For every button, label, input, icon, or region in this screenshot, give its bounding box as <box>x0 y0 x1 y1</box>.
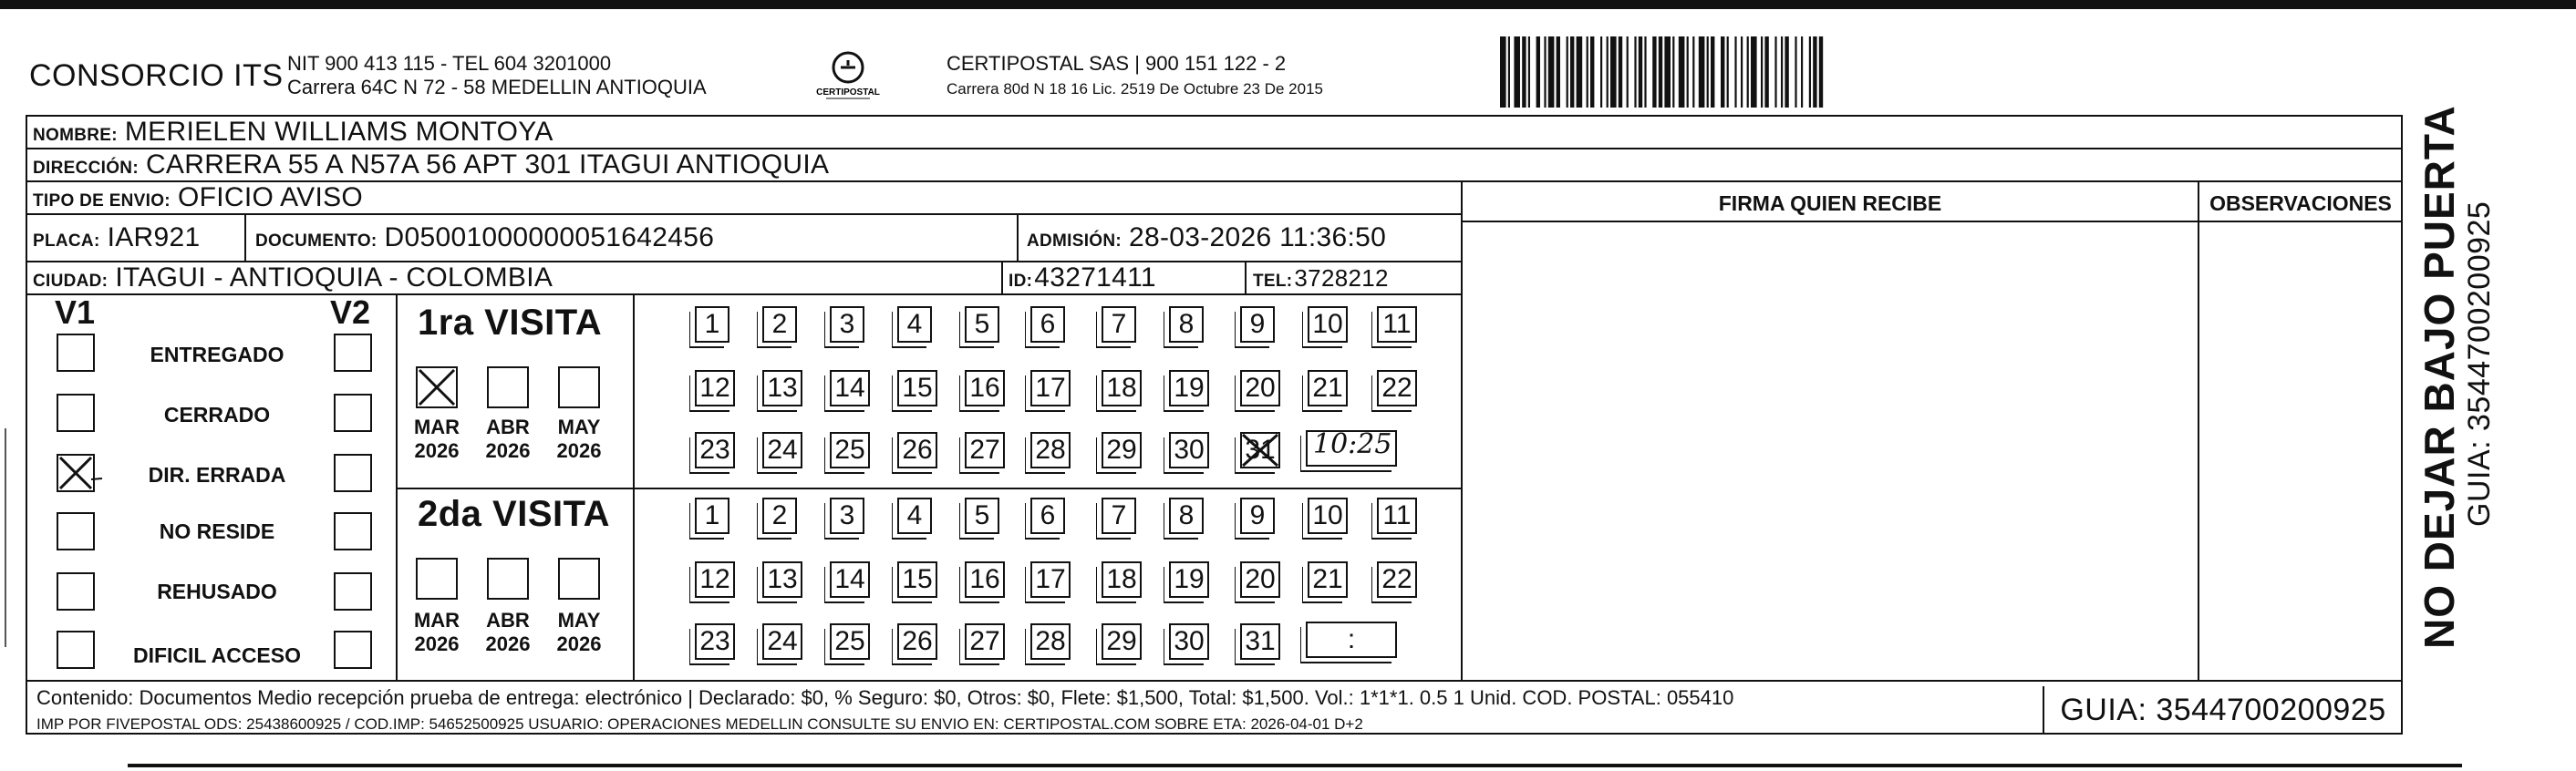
visit1-day-26-box[interactable] <box>897 432 937 468</box>
visit2-day-18-box[interactable] <box>1102 561 1142 598</box>
visit1-day-7-box[interactable] <box>1102 306 1136 343</box>
day-number: 10 <box>1312 500 1343 530</box>
visit-divider <box>396 488 1461 489</box>
signature-area[interactable] <box>1463 222 2198 680</box>
direccion-value: CARRERA 55 A N57A 56 APT 301 ITAGUI ANTIOQUIA <box>145 149 830 180</box>
visit1-day-31-box[interactable] <box>1240 432 1280 468</box>
visit1-day-10-box[interactable] <box>1308 306 1348 343</box>
day-number: 30 <box>1174 626 1205 656</box>
v2-dir-errada-checkbox[interactable] <box>334 454 372 492</box>
observations-area[interactable] <box>2199 222 2402 680</box>
v1-header: V1 <box>55 293 96 331</box>
visit1-abr-checkbox[interactable] <box>487 366 529 408</box>
visit1-day-18-box[interactable] <box>1102 370 1142 406</box>
v2-no-reside-checkbox[interactable] <box>334 512 372 550</box>
visit2-may-checkbox[interactable] <box>558 558 600 600</box>
day-number: 24 <box>767 626 798 656</box>
documento-value: D05001000000051642456 <box>384 222 715 252</box>
side-guia-number: GUIA: 3544700200925 <box>2462 200 2497 527</box>
visit1-day-30-box[interactable] <box>1169 432 1209 468</box>
v1-dir-errada-checkbox[interactable] <box>57 454 95 492</box>
visit2-day-19-box[interactable] <box>1169 561 1209 598</box>
day-number: 9 <box>1249 500 1266 530</box>
day-number: 5 <box>974 500 990 530</box>
v2-header: V2 <box>330 293 371 331</box>
ciudad-label: CIUDAD: <box>33 272 109 291</box>
visit1-day-2-box[interactable] <box>762 306 797 343</box>
check-mark-icon <box>1240 432 1280 468</box>
visit2-day-9-box[interactable] <box>1240 498 1275 534</box>
day-number: 11 <box>1382 309 1412 339</box>
direccion-label: DIRECCIÓN: <box>33 159 139 178</box>
day-number: 11 <box>1382 500 1412 530</box>
visit1-time-box[interactable] <box>1306 430 1397 467</box>
day-number: 4 <box>906 500 923 530</box>
check-mark-icon <box>57 454 95 492</box>
visit2-day-5-box[interactable] <box>965 498 999 534</box>
col-divider <box>1017 213 1019 261</box>
visit2-day-29-box[interactable] <box>1102 623 1142 660</box>
id-label: ID: <box>1009 272 1033 291</box>
visit2-day-3-box[interactable] <box>830 498 864 534</box>
day-number: 15 <box>902 564 933 594</box>
day-number: 24 <box>767 435 798 465</box>
visit1-day-3-box[interactable] <box>830 306 864 343</box>
day-number: 22 <box>1381 564 1412 594</box>
visit2-abr-checkbox[interactable] <box>487 558 529 600</box>
day-number: 8 <box>1178 500 1195 530</box>
status-label-rehusado: REHUSADO <box>157 580 277 603</box>
row-divider <box>26 293 1461 295</box>
day-number: 28 <box>1035 435 1066 465</box>
row-divider <box>26 213 1461 215</box>
visit2-day-21-box[interactable] <box>1308 561 1348 598</box>
visit2-day-23-box[interactable] <box>695 623 735 660</box>
day-number: 12 <box>699 373 730 403</box>
day-number: 19 <box>1174 564 1205 594</box>
visit2-day-31-box[interactable] <box>1240 623 1280 660</box>
day-number: 25 <box>834 626 865 656</box>
visit1-day-1-box[interactable] <box>695 306 729 343</box>
visit2-day-8-box[interactable] <box>1169 498 1204 534</box>
day-number: 29 <box>1106 435 1137 465</box>
visit1-day-17-box[interactable] <box>1030 370 1071 406</box>
visit2-day-7-box[interactable] <box>1102 498 1136 534</box>
status-label-entregado: ENTREGADO <box>150 343 284 366</box>
day-number: 26 <box>902 626 933 656</box>
visit2-may-label: MAY 2026 <box>556 609 602 655</box>
visit1-day-29-box[interactable] <box>1102 432 1142 468</box>
admision-label: ADMISIÓN: <box>1027 231 1122 251</box>
visit1-time-value: 10:25 <box>1313 428 1392 460</box>
day-number: 29 <box>1106 626 1137 656</box>
day-number: 7 <box>1111 500 1127 530</box>
v2-dificil-acceso-checkbox[interactable] <box>334 631 372 669</box>
day-number: 23 <box>699 626 730 656</box>
visit2-day-11-box[interactable] <box>1377 498 1417 534</box>
visit2-day-22-box[interactable] <box>1377 561 1417 598</box>
visit1-day-14-box[interactable] <box>830 370 870 406</box>
id-cell <box>1009 262 1156 293</box>
day-number: 1 <box>704 500 720 530</box>
visit2-day-4-box[interactable] <box>897 498 932 534</box>
visit2-day-17-box[interactable] <box>1030 561 1071 598</box>
svg-text:CERTIPOSTAL: CERTIPOSTAL <box>816 87 880 98</box>
day-number: 23 <box>699 435 730 465</box>
company-nit-line: NIT 900 413 115 - TEL 604 3201000 <box>287 52 612 75</box>
status-label-no-reside: NO RESIDE <box>159 519 275 543</box>
tipo-envio-row <box>33 182 363 213</box>
company-name: CONSORCIO ITS <box>29 58 284 93</box>
day-number: 28 <box>1035 626 1066 656</box>
visit1-day-15-box[interactable] <box>897 370 937 406</box>
day-number: 13 <box>767 564 798 594</box>
day-number: 15 <box>902 373 933 403</box>
admision-value: 28-03-2026 11:36:50 <box>1129 222 1387 252</box>
visit1-day-13-box[interactable] <box>762 370 802 406</box>
guia-number: GUIA: 3544700200925 <box>2043 686 2402 735</box>
placa-cell <box>33 222 200 253</box>
col-divider <box>1245 261 1247 293</box>
visit2-day-24-box[interactable] <box>762 623 802 660</box>
col-divider <box>244 213 246 261</box>
top-border-bar <box>0 0 2576 9</box>
visit1-day-24-box[interactable] <box>762 432 802 468</box>
day-number: 18 <box>1106 373 1137 403</box>
day-number: 5 <box>974 309 990 339</box>
day-number: 17 <box>1035 373 1066 403</box>
v1-cerrado-checkbox[interactable] <box>57 394 95 432</box>
company-address-line: Carrera 64C N 72 - 58 MEDELLIN ANTIOQUIA <box>287 76 707 98</box>
day-number: 18 <box>1106 564 1137 594</box>
ciudad-cell <box>33 262 553 293</box>
carrier-nit-line: CERTIPOSTAL SAS | 900 151 122 - 2 <box>947 52 1287 75</box>
day-number: 12 <box>699 564 730 594</box>
visit2-day-2-box[interactable] <box>762 498 797 534</box>
v2-cerrado-checkbox[interactable] <box>334 394 372 432</box>
visit2-day-28-box[interactable] <box>1030 623 1071 660</box>
visit1-day-16-box[interactable] <box>965 370 1005 406</box>
visit1-day-11-box[interactable] <box>1377 306 1417 343</box>
day-number: 27 <box>969 435 1000 465</box>
status-label-dir-errada: DIR. ERRADA <box>148 463 286 487</box>
row-divider <box>26 180 2403 182</box>
day-number: 1 <box>704 309 720 339</box>
visit1-day-4-box[interactable] <box>897 306 932 343</box>
day-number: 3 <box>839 309 855 339</box>
visit2-day-30-box[interactable] <box>1169 623 1209 660</box>
check-mark-icon <box>416 366 458 408</box>
day-number: 21 <box>1312 564 1343 594</box>
visit2-day-13-box[interactable] <box>762 561 802 598</box>
footer-content-line: Contenido: Documentos Medio recepción prueba de entrega: electrónico | Declarado: $0, % Seguro: $0, Otros: $0, Flete: $1,500, Total: $1,500. Vol.: 1*1*1. 0.5 1 Unid. COD. POSTAL: 055410 <box>36 686 1734 709</box>
day-number: 22 <box>1381 373 1412 403</box>
v1-no-reside-checkbox[interactable] <box>57 512 95 550</box>
visit1-day-8-box[interactable] <box>1169 306 1204 343</box>
day-number: 17 <box>1035 564 1066 594</box>
visit1-day-28-box[interactable] <box>1030 432 1071 468</box>
tel-value: 3728212 <box>1294 264 1389 292</box>
visit1-day-22-box[interactable] <box>1377 370 1417 406</box>
visit2-abr-label: ABR 2026 <box>485 609 531 655</box>
carrier-address-line: Carrera 80d N 18 16 Lic. 2519 De Octubre 23 De 2015 <box>947 80 1323 98</box>
nombre-row <box>33 117 553 148</box>
visit1-day-20-box[interactable] <box>1240 370 1280 406</box>
placa-value: IAR921 <box>107 222 201 252</box>
visit2-day-12-box[interactable] <box>695 561 735 598</box>
visit2-mar-label: MAR 2026 <box>413 609 460 655</box>
visit1-title: 1ra VISITA <box>418 303 603 343</box>
v1-rehusado-checkbox[interactable] <box>57 572 95 611</box>
visit1-mar-label: MAR 2026 <box>413 416 460 462</box>
day-number: 21 <box>1312 373 1343 403</box>
day-number: 2 <box>771 309 788 339</box>
visit1-may-label: MAY 2026 <box>556 416 602 462</box>
placa-label: PLACA: <box>33 231 100 251</box>
left-edge-mark <box>5 428 6 647</box>
visit2-day-27-box[interactable] <box>965 623 1005 660</box>
day-number: 4 <box>906 309 923 339</box>
col-divider <box>1001 261 1003 293</box>
visit2-day-14-box[interactable] <box>830 561 870 598</box>
day-number: 31 <box>1245 435 1276 465</box>
bottom-rule <box>128 764 2462 767</box>
v1-dificil-acceso-checkbox[interactable] <box>57 631 95 669</box>
observaciones-column-header: OBSERVACIONES <box>2209 191 2392 215</box>
visit1-mar-checkbox[interactable] <box>416 366 458 408</box>
day-number: 27 <box>969 626 1000 656</box>
status-label-dificil-acceso: DIFICIL ACCESO <box>132 643 301 667</box>
firma-column-header: FIRMA QUIEN RECIBE <box>1718 191 1942 215</box>
day-number: 20 <box>1245 373 1276 403</box>
visit2-day-6-box[interactable] <box>1030 498 1065 534</box>
tel-label: TEL: <box>1253 272 1293 291</box>
status-label-cerrado: CERRADO <box>163 403 271 427</box>
col-divider <box>633 293 635 680</box>
visit2-mar-checkbox[interactable] <box>416 558 458 600</box>
visit2-day-26-box[interactable] <box>897 623 937 660</box>
col-divider <box>396 293 398 680</box>
day-number: 31 <box>1245 626 1276 656</box>
day-number: 8 <box>1178 309 1195 339</box>
visit1-day-9-box[interactable] <box>1240 306 1275 343</box>
tipo-envio-value: OFICIO AVISO <box>177 182 364 212</box>
day-number: 14 <box>834 373 865 403</box>
ciudad-value: ITAGUI - ANTIOQUIA - COLOMBIA <box>115 262 553 293</box>
visit1-day-25-box[interactable] <box>830 432 870 468</box>
day-number: 25 <box>834 435 865 465</box>
day-number: 6 <box>1040 309 1056 339</box>
tipo-envio-label: TIPO DE ENVIO: <box>33 191 171 211</box>
v1-entregado-checkbox[interactable] <box>57 334 95 372</box>
visit1-day-23-box[interactable] <box>695 432 735 468</box>
admision-cell <box>1027 222 1386 253</box>
day-number: 6 <box>1040 500 1056 530</box>
day-number: 2 <box>771 500 788 530</box>
day-number: 7 <box>1111 309 1127 339</box>
visit1-day-12-box[interactable] <box>695 370 735 406</box>
v2-rehusado-checkbox[interactable] <box>334 572 372 611</box>
visit2-day-1-box[interactable] <box>695 498 729 534</box>
footer-print-line: IMP POR FIVEPOSTAL ODS: 25438600925 / COD.IMP: 54652500925 USUARIO: OPERACIONES MEDELLIN CONSULTE SU ENVIO EN: CERTIPOSTAL.COM SOBRE ETA: 2026-04-01 D+2 <box>36 715 1363 733</box>
day-number: 16 <box>969 564 1000 594</box>
visit1-day-5-box[interactable] <box>965 306 999 343</box>
day-number: 10 <box>1312 309 1343 339</box>
visit1-day-19-box[interactable] <box>1169 370 1209 406</box>
id-value: 43271411 <box>1034 262 1156 293</box>
visit2-day-20-box[interactable] <box>1240 561 1280 598</box>
barcode-icon <box>1500 36 1892 108</box>
day-number: 3 <box>839 500 855 530</box>
visit2-day-10-box[interactable] <box>1308 498 1348 534</box>
day-number: 16 <box>969 373 1000 403</box>
visit2-time-value: : <box>1347 624 1356 654</box>
day-number: 30 <box>1174 435 1205 465</box>
visit1-abr-label: ABR 2026 <box>485 416 531 462</box>
certipostal-logo-icon <box>816 47 880 102</box>
day-number: 14 <box>834 564 865 594</box>
visit2-day-15-box[interactable] <box>897 561 937 598</box>
documento-cell <box>255 222 714 253</box>
no-dejar-bajo-puerta-label: NO DEJAR BAJO PUERTA <box>2416 105 2463 649</box>
day-number: 13 <box>767 373 798 403</box>
nombre-label: NOMBRE: <box>33 126 118 145</box>
day-number: 19 <box>1174 373 1205 403</box>
day-number: 26 <box>902 435 933 465</box>
day-number: 20 <box>1245 564 1276 594</box>
v2-entregado-checkbox[interactable] <box>334 334 372 372</box>
visit2-day-25-box[interactable] <box>830 623 870 660</box>
visit2-time-box[interactable] <box>1306 622 1397 658</box>
day-number: 9 <box>1249 309 1266 339</box>
nombre-value: MERIELEN WILLIAMS MONTOYA <box>124 117 553 147</box>
visit1-day-27-box[interactable] <box>965 432 1005 468</box>
visit1-day-21-box[interactable] <box>1308 370 1348 406</box>
footer-divider <box>26 680 2403 682</box>
direccion-row <box>33 149 829 180</box>
visit1-day-6-box[interactable] <box>1030 306 1065 343</box>
visit1-may-checkbox[interactable] <box>558 366 600 408</box>
documento-label: DOCUMENTO: <box>255 231 378 251</box>
visit2-title: 2da VISITA <box>418 494 610 534</box>
tel-cell <box>1253 264 1389 293</box>
visit2-day-16-box[interactable] <box>965 561 1005 598</box>
